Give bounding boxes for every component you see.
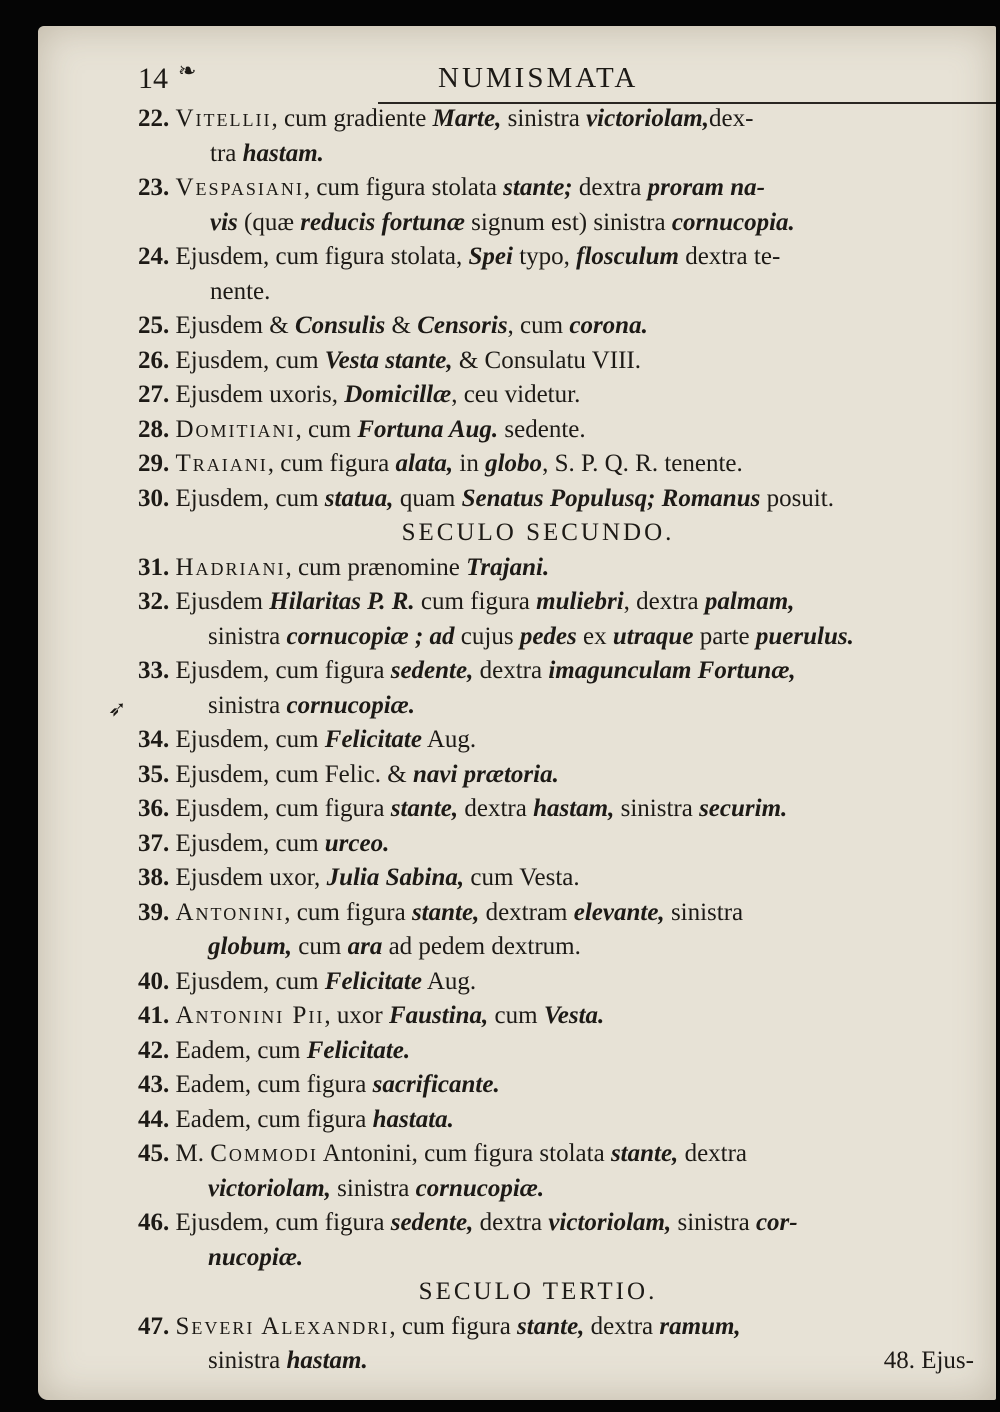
list-item-cont: globum, cum ara ad pedem dextrum. [208,933,581,960]
section-heading: SECULO SECUNDO. [401,519,675,546]
ornament-icon: ❧ [178,58,197,83]
section-heading: SECULO TERTIO. [418,1278,658,1305]
list-item: 37. Ejusdem, cum urceo. [138,829,390,857]
list-item-cont: tra hastam. [210,139,324,167]
running-title: NUMISMATA [438,62,639,94]
list-item: 45. M. Commodi Antonini, cum figura stolata stante, dextra [138,1140,748,1167]
list-item: 27. Ejusdem uxoris, Domicillæ, ceu videtur. [138,381,581,408]
page-body [138,102,978,1379]
list-item: 39. Antonini, cum figura stante, dextram elevante, sinistra [138,898,744,926]
list-item: 23. Vespasiani, cum figura stolata stante; dextra proram na- [138,174,765,201]
list-item: 43. Eadem, cum figura sacrificante. [138,1071,500,1098]
margin-mark-icon: ➶ [108,696,127,721]
list-item-cont: vis (quæ reducis fortunæ signum est) sinistra cornucopia. [210,208,795,236]
page-header [138,58,978,102]
page-number: 14 [138,62,168,95]
list-item: 28. Domitiani, cum Fortuna Aug. sedente. [138,415,586,443]
list-item: 46. Ejusdem, cum figura sedente, dextra victoriolam, sinistra cor- [138,1209,798,1236]
list-item: 30. Ejusdem, cum statua, quam Senatus Populusq; Romanus posuit. [138,484,834,512]
list-item: 25. Ejusdem & Consulis & Censoris, cum corona. [138,312,648,339]
catchword: 48. Ejus- [883,1347,974,1374]
list-item: 26. Ejusdem, cum Vesta stante, & Consulatu VIII. [138,346,641,374]
list-item: 38. Ejusdem uxor, Julia Sabina, cum Vesta. [138,864,580,891]
list-item: 32. Ejusdem Hilaritas P. R. cum figura muliebri, dextra palmam, [138,588,795,615]
list-item: 44. Eadem, cum figura hastata. [138,1105,454,1133]
list-item: 47. Severi Alexandri, cum figura stante, dextra ramum, [138,1312,741,1340]
list-item-cont: sinistra hastam. 48. Ejus- [138,1344,978,1379]
list-item: 31. Hadriani, cum prænomine Trajani. [138,553,550,581]
list-item: 33. Ejusdem, cum figura sedente, dextra imagunculam Fortunæ, [138,657,796,684]
list-item-cont: sinistra cornucopiæ ; ad cujus pedes ex utraque parte puerulus. [208,622,854,650]
list-item-cont: sinistra cornucopiæ. [208,691,415,719]
list-item: 40. Ejusdem, cum Felicitate Aug. [138,967,477,995]
list-item: 36. Ejusdem, cum figura stante, dextra hastam, sinistra securim. [138,795,788,822]
list-item: 35. Ejusdem, cum Felic. & navi prætoria. [138,760,559,788]
list-item: 41. Antonini Pii, uxor Faustina, cum Vesta. [138,1002,605,1029]
list-item: 22. Vitellii, cum gradiente Marte, sinistra victoriolam,dex- [138,105,754,132]
book-page [38,26,996,1400]
list-item-cont: nucopiæ. [208,1243,304,1271]
list-item: 29. Traiani, cum figura alata, in globo, S. P. Q. R. tenente. [138,450,743,477]
list-item-cont: victoriolam, sinistra cornucopiæ. [208,1174,545,1202]
list-item: 42. Eadem, cum Felicitate. [138,1036,411,1064]
list-item: 24. Ejusdem, cum figura stolata, Spei typo, flosculum dextra te- [138,243,781,270]
list-item: 34. Ejusdem, cum Felicitate Aug. [138,726,477,753]
list-item-cont: nente. [210,277,271,305]
